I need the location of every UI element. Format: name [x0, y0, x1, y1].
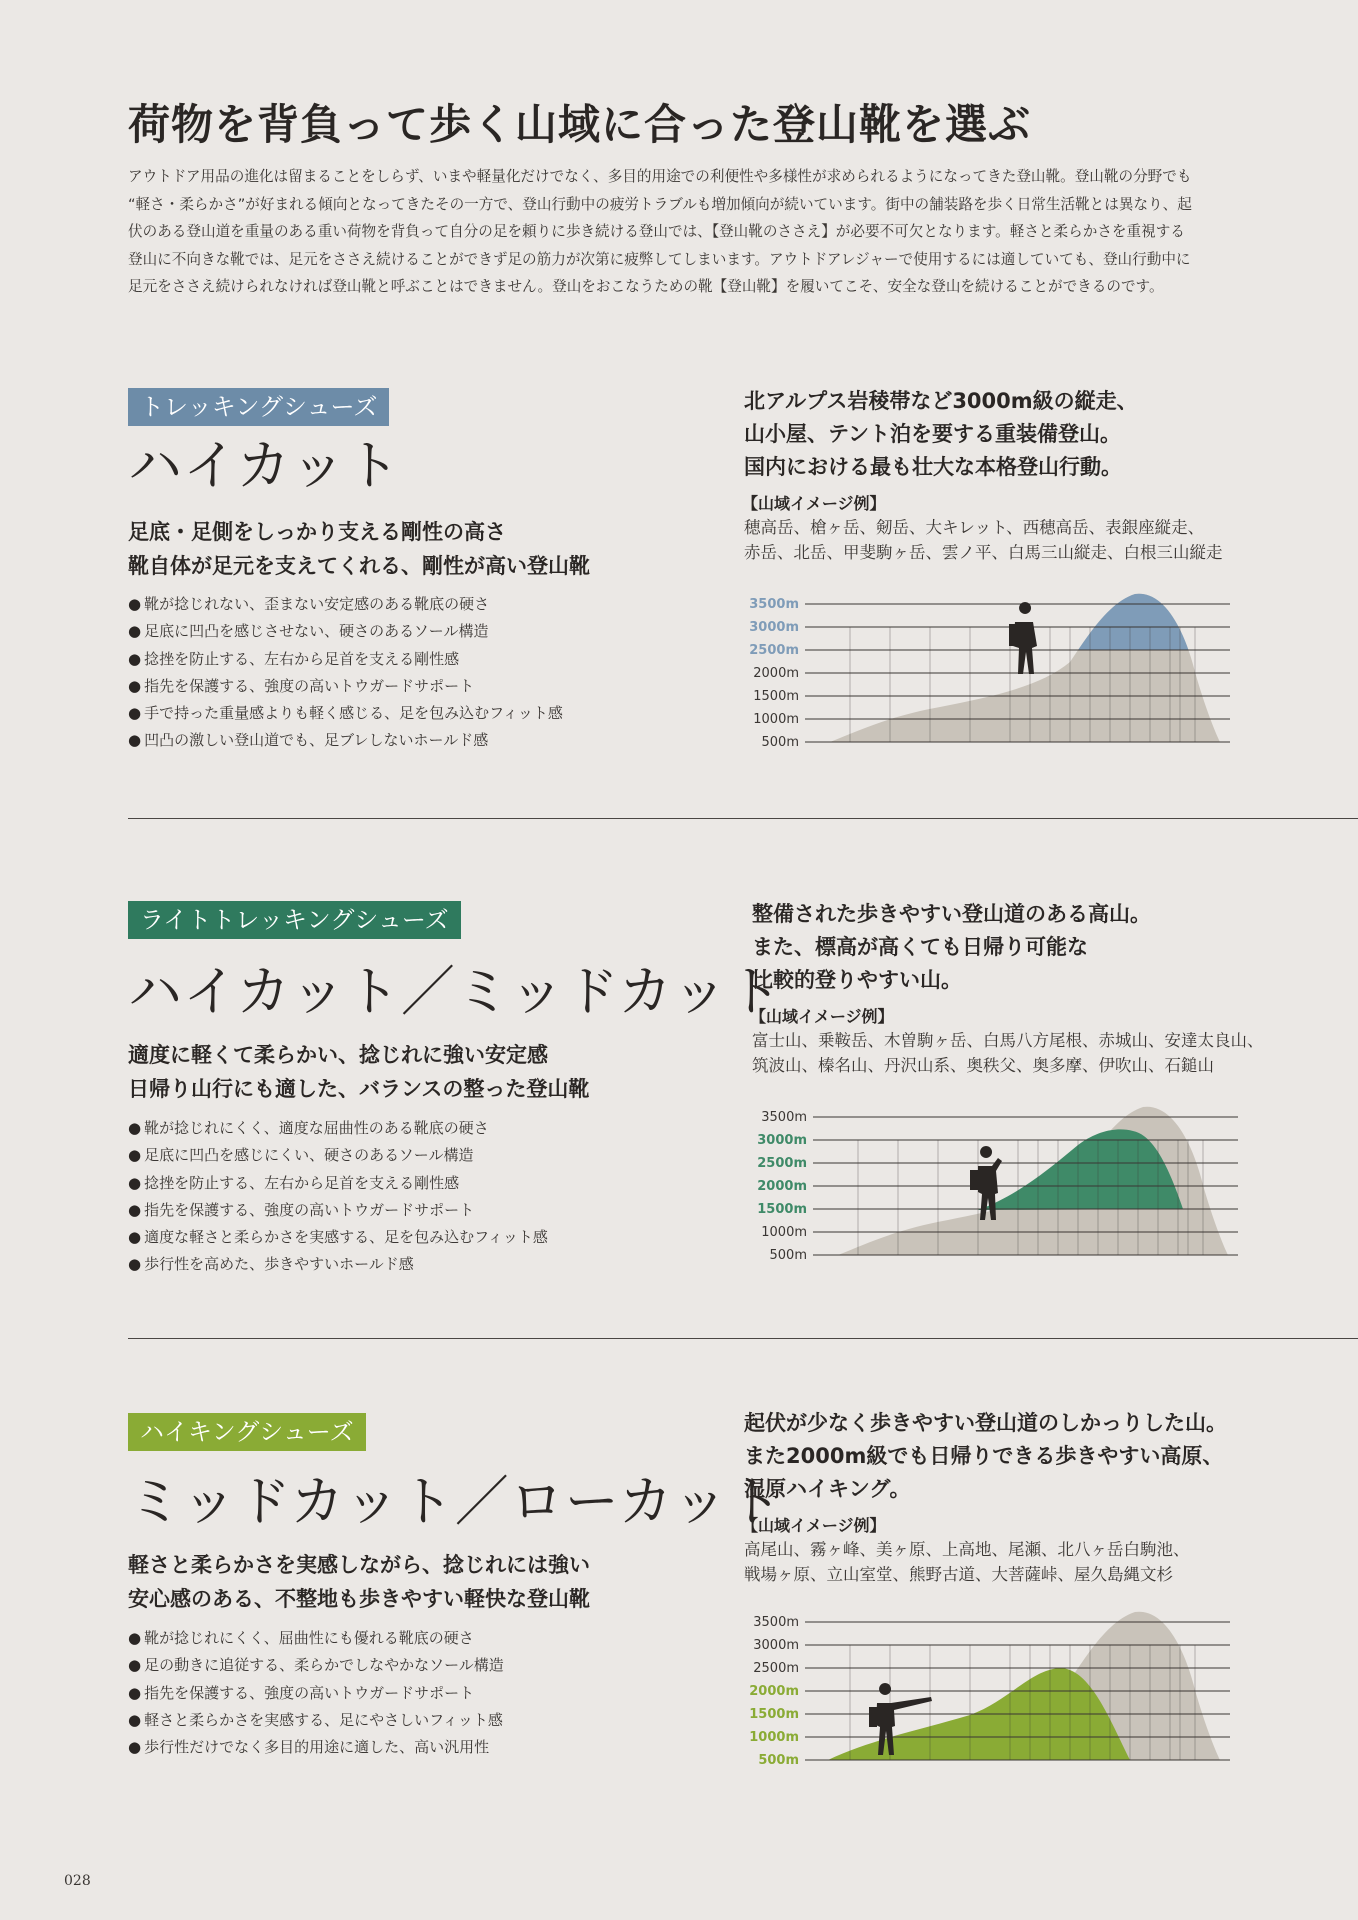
feature-item: ● 手で持った重量感よりも軽く感じる、足を包み込むフィット感 — [128, 700, 728, 727]
feature-item: ● 靴が捻じれにくく、適度な屈曲性のある靴底の硬さ — [128, 1115, 728, 1142]
intro-line: アウトドア用品の進化は留まることをしらず、いまや軽量化だけでなく、多目的用途での利便性や多様性が求められるようになってきた登山靴。登山靴の分野でも — [128, 168, 1192, 185]
feature-list — [128, 1115, 728, 1279]
feature-item: ● 指先を保護する、強度の高いトウガードサポート — [128, 1197, 728, 1224]
example-list — [744, 1537, 1324, 1587]
terrain-line: 整備された歩きやすい登山道のある高山。 — [752, 902, 1151, 926]
category-tag: ライトトレッキングシューズ — [128, 901, 461, 939]
intro-line: 足元をささえ続けられなければ登山靴と呼ぶことはできません。登山をおこなうための靴【登山靴】を履いてこそ、安全な登山を続けることができるのです。 — [128, 278, 1164, 295]
altitude-label: 1000m — [749, 1730, 799, 1745]
terrain-line: 北アルプス岩稜帯など3000m級の縦走、 — [744, 389, 1138, 413]
terrain-line: また、標高が高くても日帰り可能な — [752, 935, 1088, 959]
terrain-line: また2000m級でも日帰りできる歩きやすい高原、 — [744, 1444, 1224, 1468]
section-divider — [128, 1338, 1358, 1339]
terrain-line: 起伏が少なく歩きやすい登山道のしかっりした山。 — [744, 1411, 1227, 1435]
example-list — [744, 515, 1324, 565]
altitude-label: 2000m — [749, 1684, 799, 1699]
model-name: ミッドカット／ローカット — [128, 1470, 784, 1533]
terrain-line: 山小屋、テント泊を要する重装備登山。 — [744, 422, 1121, 446]
feature-item: ● 靴が捻じれにくく、屈曲性にも優れる靴底の硬さ — [128, 1625, 728, 1652]
feature-item: ● 捻挫を防止する、左右から足首を支える剛性感 — [128, 1170, 728, 1197]
altitude-label: 2000m — [757, 1179, 807, 1194]
feature-item: ● 靴が捻じれない、歪まない安定感のある靴底の硬さ — [128, 591, 728, 618]
altitude-label: 500m — [769, 1248, 807, 1263]
example-line: 富士山、乗鞍岳、木曽駒ヶ岳、白馬八方尾根、赤城山、安達太良山、 — [752, 1031, 1264, 1050]
elevation-chart — [740, 1600, 1230, 1770]
lead-line: 適度に軽くて柔らかい、捻じれに強い安定感 — [128, 1043, 548, 1067]
altitude-label: 500m — [758, 1753, 799, 1768]
terrain-description — [744, 1407, 1304, 1506]
example-line: 戦場ヶ原、立山室堂、熊野古道、大菩薩峠、屋久島縄文杉 — [744, 1565, 1173, 1584]
altitude-label: 1000m — [753, 712, 799, 727]
page-number: 028 — [64, 1873, 91, 1889]
altitude-label: 2500m — [753, 1661, 799, 1676]
example-heading: 【山域イメージ例】 — [750, 1007, 894, 1026]
feature-item: ● 足の動きに追従する、柔らかでしなやかなソール構造 — [128, 1652, 728, 1679]
intro-paragraph — [128, 163, 1248, 301]
section-divider — [128, 818, 1358, 819]
feature-item: ● 凹凸の激しい登山道でも、足ブレしないホールド感 — [128, 727, 728, 754]
altitude-label: 3500m — [749, 597, 799, 612]
feature-item: ● 足底に凹凸を感じさせない、硬さのあるソール構造 — [128, 618, 728, 645]
example-line: 赤岳、北岳、甲斐駒ヶ岳、雲ノ平、白馬三山縦走、白根三山縦走 — [744, 543, 1223, 562]
altitude-label: 2500m — [749, 643, 799, 658]
altitude-label: 3000m — [753, 1638, 799, 1653]
altitude-label: 2000m — [753, 666, 799, 681]
altitude-label: 3500m — [753, 1615, 799, 1630]
terrain-line: 比較的登りやすい山。 — [752, 968, 962, 992]
category-tag: トレッキングシューズ — [128, 388, 389, 426]
feature-list — [128, 591, 728, 755]
altitude-label: 500m — [761, 735, 799, 750]
example-heading: 【山域イメージ例】 — [742, 494, 886, 513]
feature-item: ● 歩行性だけでなく多目的用途に適した、高い汎用性 — [128, 1734, 728, 1761]
lead-text — [128, 1038, 728, 1106]
feature-item: ● 足底に凹凸を感じにくい、硬さのあるソール構造 — [128, 1142, 728, 1169]
elevation-chart — [748, 1095, 1238, 1265]
altitude-label: 1500m — [749, 1707, 799, 1722]
hiker-figure — [1009, 602, 1037, 674]
altitude-label: 2500m — [757, 1156, 807, 1171]
model-name: ハイカット — [128, 434, 401, 497]
altitude-label: 3500m — [761, 1110, 807, 1125]
example-list — [752, 1028, 1332, 1078]
altitude-label: 3000m — [757, 1133, 807, 1148]
example-line: 高尾山、霧ヶ峰、美ヶ原、上高地、尾瀬、北八ヶ岳白駒池、 — [744, 1540, 1190, 1559]
intro-line: “軽さ・柔らかさ”が好まれる傾向となってきたその一方で、登山行動中の疲労トラブルも増加傾向が続いています。街中の舗装路を歩く日常生活靴とは異なり、起 — [128, 195, 1192, 213]
feature-list — [128, 1625, 728, 1761]
category-tag: ハイキングシューズ — [128, 1413, 366, 1451]
altitude-label: 3000m — [749, 620, 799, 635]
lead-text — [128, 515, 728, 583]
example-heading: 【山域イメージ例】 — [742, 1516, 886, 1535]
page-title: 荷物を背負って歩く山域に合った登山靴を選ぶ — [128, 100, 1032, 149]
terrain-line: 湿原ハイキング。 — [744, 1477, 911, 1501]
feature-item: ● 指先を保護する、強度の高いトウガードサポート — [128, 673, 728, 700]
example-line: 穂高岳、槍ヶ岳、剱岳、大キレット、西穂高岳、表銀座縦走、 — [744, 518, 1205, 537]
terrain-description — [752, 898, 1312, 997]
feature-item: ● 捻挫を防止する、左右から足首を支える剛性感 — [128, 646, 728, 673]
lead-line: 日帰り山行にも適した、バランスの整った登山靴 — [128, 1077, 590, 1101]
lead-text — [128, 1548, 728, 1616]
altitude-label: 1000m — [761, 1225, 807, 1240]
feature-item: ● 指先を保護する、強度の高いトウガードサポート — [128, 1680, 728, 1707]
feature-item: ● 歩行性を高めた、歩きやすいホールド感 — [128, 1251, 728, 1278]
example-line: 筑波山、榛名山、丹沢山系、奥秩父、奥多摩、伊吹山、石鎚山 — [752, 1056, 1214, 1075]
lead-line: 安心感のある、不整地も歩きやすい軽快な登山靴 — [128, 1587, 590, 1611]
feature-item: ● 軽さと柔らかさを実感する、足にやさしいフィット感 — [128, 1707, 728, 1734]
altitude-label: 1500m — [753, 689, 799, 704]
lead-line: 靴自体が足元を支えてくれる、剛性が高い登山靴 — [128, 554, 590, 578]
intro-line: 伏のある登山道を重量のある重い荷物を背負って自分の足を頼りに歩き続ける登山では、【登山靴のささえ】が必要不可欠となります。軽さと柔らかさを重視する — [128, 223, 1185, 240]
lead-line: 足底・足側をしっかり支える剛性の高さ — [128, 520, 506, 544]
model-name: ハイカット／ミッドカット — [128, 960, 783, 1023]
intro-line: 登山に不向きな靴では、足元をささえ続けることができず足の筋力が次第に疲弊してしまいます。アウトドアレジャーで使用するには適していても、登山行動中に — [128, 250, 1191, 268]
feature-item: ● 適度な軽さと柔らかさを実感する、足を包み込むフィット感 — [128, 1224, 728, 1251]
altitude-label: 1500m — [757, 1202, 807, 1217]
lead-line: 軽さと柔らかさを実感しながら、捻じれには強い — [128, 1553, 590, 1577]
terrain-description — [744, 385, 1304, 484]
elevation-chart — [740, 582, 1230, 752]
terrain-line: 国内における最も壮大な本格登山行動。 — [744, 455, 1122, 479]
